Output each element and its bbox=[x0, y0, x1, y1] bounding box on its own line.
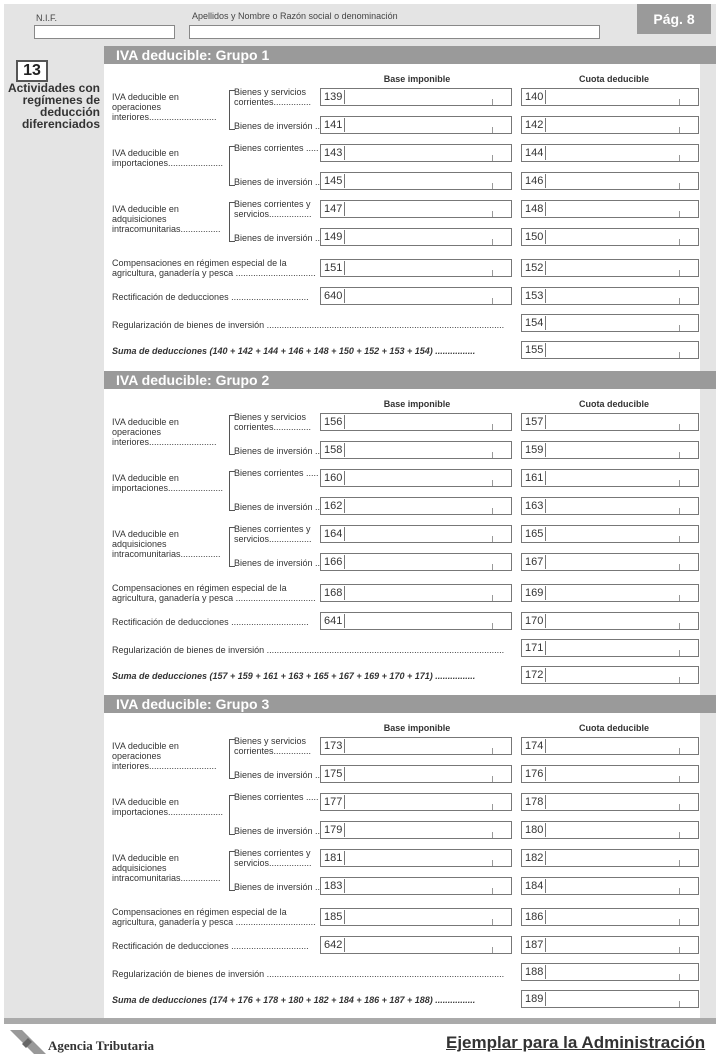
base-cell-tick bbox=[492, 832, 493, 838]
cuota-cell[interactable] bbox=[521, 341, 699, 359]
base-cell-tick bbox=[492, 424, 493, 430]
base-cell[interactable] bbox=[320, 793, 512, 811]
cuota-cell-tick bbox=[679, 183, 680, 189]
base-cell-tick bbox=[492, 211, 493, 217]
sub-label: Bienes de inversión .. bbox=[234, 233, 321, 243]
base-cell[interactable] bbox=[320, 849, 512, 867]
base-cell-number: 173 bbox=[322, 739, 345, 753]
cuota-cell-number: 154 bbox=[523, 316, 546, 330]
cuota-cell-number: 167 bbox=[523, 555, 546, 569]
row-label: IVA deducible en adquisiciones intracomunitarias................ bbox=[112, 529, 221, 559]
group-title: IVA deducible: Grupo 3 bbox=[104, 695, 716, 713]
base-cell[interactable] bbox=[320, 287, 512, 305]
column-base-header: Base imponible bbox=[383, 723, 451, 733]
cuota-cell-tick bbox=[679, 325, 680, 331]
nif-label: N.I.F. bbox=[36, 13, 58, 23]
base-cell[interactable] bbox=[320, 821, 512, 839]
base-cell[interactable] bbox=[320, 469, 512, 487]
sub-label: Bienes y servicios corrientes............... bbox=[234, 736, 312, 756]
row-label: IVA deducible en importaciones...................... bbox=[112, 797, 224, 817]
base-cell[interactable] bbox=[320, 144, 512, 162]
row-label: Rectificación de deducciones ............................... bbox=[112, 292, 309, 302]
cuota-cell[interactable] bbox=[521, 793, 699, 811]
base-cell[interactable] bbox=[320, 612, 512, 630]
base-cell[interactable] bbox=[320, 737, 512, 755]
row-label: IVA deducible en operaciones interiores........................... bbox=[112, 92, 217, 122]
cuota-cell-number: 180 bbox=[523, 823, 546, 837]
copy-label: Ejemplar para la Administración bbox=[446, 1033, 706, 1052]
sub-label: Bienes de inversión .. bbox=[234, 770, 321, 780]
sub-label: Bienes corrientes ..... bbox=[234, 143, 319, 153]
base-cell[interactable] bbox=[320, 413, 512, 431]
row-label: Regularización de bienes de inversión ............................................................................................... bbox=[112, 969, 505, 979]
cuota-cell-tick bbox=[679, 155, 680, 161]
base-cell[interactable] bbox=[320, 259, 512, 277]
column-base-header: Base imponible bbox=[383, 74, 451, 84]
row-label: Compensaciones en régimen especial de la agricultura, ganadería y pesca ................................ bbox=[112, 583, 316, 603]
cuota-cell-tick bbox=[679, 947, 680, 953]
cuota-cell-tick bbox=[679, 1001, 680, 1007]
cuota-cell[interactable] bbox=[521, 287, 699, 305]
base-cell-tick bbox=[492, 480, 493, 486]
base-cell[interactable] bbox=[320, 88, 512, 106]
cuota-cell[interactable] bbox=[521, 765, 699, 783]
cuota-cell-tick bbox=[679, 776, 680, 782]
row-label: IVA deducible en adquisiciones intracomunitarias................ bbox=[112, 853, 221, 883]
section-column bbox=[4, 46, 104, 1022]
base-cell-tick bbox=[492, 804, 493, 810]
base-cell[interactable] bbox=[320, 525, 512, 543]
cuota-cell[interactable] bbox=[521, 413, 699, 431]
base-cell-tick bbox=[492, 270, 493, 276]
cuota-cell-tick bbox=[679, 860, 680, 866]
cuota-cell-tick bbox=[679, 239, 680, 245]
section-number: 13 bbox=[16, 60, 48, 82]
agency-name: Agencia Tributaria bbox=[48, 1038, 155, 1053]
sum-label: Suma de deducciones (140 + 142 + 144 + 146 + 148 + 150 + 152 + 153 + 154) ................ bbox=[112, 346, 476, 356]
base-cell[interactable] bbox=[320, 116, 512, 134]
base-cell-number: 168 bbox=[322, 586, 345, 600]
base-cell-number: 164 bbox=[322, 527, 345, 541]
group-title: IVA deducible: Grupo 2 bbox=[104, 371, 716, 389]
cuota-cell-number: 144 bbox=[523, 146, 546, 160]
base-cell[interactable] bbox=[320, 765, 512, 783]
base-cell[interactable] bbox=[320, 936, 512, 954]
base-cell-number: 143 bbox=[322, 146, 345, 160]
row-label: IVA deducible en operaciones interiores........................... bbox=[112, 741, 217, 771]
cuota-cell-number: 186 bbox=[523, 910, 546, 924]
header-band bbox=[4, 4, 716, 46]
row-label: Regularización de bienes de inversión ............................................................................................... bbox=[112, 320, 505, 330]
base-cell-number: 642 bbox=[322, 938, 345, 952]
cuota-cell[interactable] bbox=[521, 469, 699, 487]
base-cell-tick bbox=[492, 127, 493, 133]
cuota-cell-tick bbox=[679, 919, 680, 925]
cuota-cell-number: 161 bbox=[523, 471, 546, 485]
cuota-cell[interactable] bbox=[521, 525, 699, 543]
base-cell-number: 166 bbox=[322, 555, 345, 569]
cuota-cell-number: 140 bbox=[523, 90, 546, 104]
base-cell-number: 149 bbox=[322, 230, 345, 244]
cuota-cell-tick bbox=[679, 536, 680, 542]
cuota-cell-tick bbox=[679, 804, 680, 810]
cuota-cell-tick bbox=[679, 99, 680, 105]
base-cell-number: 641 bbox=[322, 614, 345, 628]
column-base-header: Base imponible bbox=[383, 399, 451, 409]
cuota-cell-number: 178 bbox=[523, 795, 546, 809]
row-label: Compensaciones en régimen especial de la agricultura, ganadería y pesca ................................ bbox=[112, 258, 316, 278]
cuota-cell-number: 174 bbox=[523, 739, 546, 753]
base-cell-number: 640 bbox=[322, 289, 345, 303]
sub-label: Bienes corrientes y servicios................. bbox=[234, 848, 312, 868]
cuota-cell[interactable] bbox=[521, 849, 699, 867]
row-label: IVA deducible en adquisiciones intracomunitarias................ bbox=[112, 204, 221, 234]
cuota-cell[interactable] bbox=[521, 584, 699, 602]
agency-logo-icon bbox=[8, 1026, 48, 1056]
base-cell-number: 156 bbox=[322, 415, 345, 429]
base-cell-tick bbox=[492, 947, 493, 953]
base-cell-tick bbox=[492, 508, 493, 514]
row-label: Rectificación de deducciones ............................... bbox=[112, 941, 309, 951]
base-cell-number: 179 bbox=[322, 823, 345, 837]
group-1 bbox=[104, 46, 716, 376]
sub-label: Bienes y servicios corrientes............... bbox=[234, 412, 312, 432]
cuota-cell-number: 155 bbox=[523, 343, 546, 357]
row-label: Regularización de bienes de inversión ............................................................................................... bbox=[112, 645, 505, 655]
cuota-cell-number: 153 bbox=[523, 289, 546, 303]
base-cell-tick bbox=[492, 748, 493, 754]
cuota-cell-tick bbox=[679, 623, 680, 629]
cuota-cell-tick bbox=[679, 298, 680, 304]
section-title: Actividades con regímenes de deducción diferenciados bbox=[7, 81, 100, 131]
cuota-cell-number: 157 bbox=[523, 415, 546, 429]
cuota-cell-number: 165 bbox=[523, 527, 546, 541]
sum-label: Suma de deducciones (174 + 176 + 178 + 180 + 182 + 184 + 186 + 187 + 188) ................ bbox=[112, 995, 476, 1005]
base-cell-tick bbox=[492, 155, 493, 161]
base-cell-tick bbox=[492, 623, 493, 629]
cuota-cell-tick bbox=[679, 888, 680, 894]
cuota-cell[interactable] bbox=[521, 908, 699, 926]
cuota-cell-number: 187 bbox=[523, 938, 546, 952]
cuota-cell[interactable] bbox=[521, 314, 699, 332]
cuota-cell-number: 188 bbox=[523, 965, 546, 979]
cuota-cell-tick bbox=[679, 595, 680, 601]
cuota-cell-tick bbox=[679, 650, 680, 656]
cuota-cell-tick bbox=[679, 508, 680, 514]
sub-label: Bienes corrientes ..... bbox=[234, 468, 319, 478]
cuota-cell-number: 163 bbox=[523, 499, 546, 513]
cuota-cell[interactable] bbox=[521, 116, 699, 134]
base-cell-tick bbox=[492, 452, 493, 458]
cuota-cell-tick bbox=[679, 270, 680, 276]
sub-label: Bienes corrientes y servicios................. bbox=[234, 524, 312, 544]
sub-label: Bienes de inversión .. bbox=[234, 177, 321, 187]
column-cuota-header: Cuota deducible bbox=[578, 723, 649, 733]
base-cell-tick bbox=[492, 888, 493, 894]
base-cell[interactable] bbox=[320, 172, 512, 190]
cuota-cell[interactable] bbox=[521, 737, 699, 755]
name-label: Apellidos y Nombre o Razón social o denominación bbox=[192, 11, 398, 21]
sub-label: Bienes de inversión .. bbox=[234, 882, 321, 892]
sum-label: Suma de deducciones (157 + 159 + 161 + 163 + 165 + 167 + 169 + 170 + 171) ................ bbox=[112, 671, 476, 681]
base-cell[interactable] bbox=[320, 200, 512, 218]
cuota-cell[interactable] bbox=[521, 639, 699, 657]
cuota-cell[interactable] bbox=[521, 259, 699, 277]
cuota-cell-number: 142 bbox=[523, 118, 546, 132]
cuota-cell-number: 189 bbox=[523, 992, 546, 1006]
cuota-cell-number: 170 bbox=[523, 614, 546, 628]
cuota-cell[interactable] bbox=[521, 990, 699, 1008]
row-label: Rectificación de deducciones ............................... bbox=[112, 617, 309, 627]
base-cell-tick bbox=[492, 919, 493, 925]
cuota-cell[interactable] bbox=[521, 172, 699, 190]
group-3 bbox=[104, 695, 716, 1025]
column-cuota-header: Cuota deducible bbox=[578, 399, 649, 409]
base-cell-tick bbox=[492, 564, 493, 570]
column-cuota-header: Cuota deducible bbox=[578, 74, 649, 84]
base-cell[interactable] bbox=[320, 441, 512, 459]
base-cell-tick bbox=[492, 99, 493, 105]
base-cell-tick bbox=[492, 776, 493, 782]
cuota-cell[interactable] bbox=[521, 936, 699, 954]
base-cell-number: 151 bbox=[322, 261, 345, 275]
cuota-cell-tick bbox=[679, 480, 680, 486]
cuota-cell[interactable] bbox=[521, 200, 699, 218]
cuota-cell-number: 176 bbox=[523, 767, 546, 781]
base-cell-tick bbox=[492, 860, 493, 866]
cuota-cell-tick bbox=[679, 677, 680, 683]
cuota-cell-number: 169 bbox=[523, 586, 546, 600]
base-cell-number: 175 bbox=[322, 767, 345, 781]
cuota-cell[interactable] bbox=[521, 441, 699, 459]
sub-label: Bienes de inversión .. bbox=[234, 446, 321, 456]
base-cell[interactable] bbox=[320, 228, 512, 246]
sub-label: Bienes de inversión .. bbox=[234, 121, 321, 131]
cuota-cell[interactable] bbox=[521, 963, 699, 981]
page-number: Pág. 8 bbox=[637, 4, 711, 34]
row-label: IVA deducible en importaciones...................... bbox=[112, 148, 224, 168]
cuota-cell[interactable] bbox=[521, 228, 699, 246]
cuota-cell[interactable] bbox=[521, 666, 699, 684]
cuota-cell-number: 182 bbox=[523, 851, 546, 865]
cuota-cell-number: 148 bbox=[523, 202, 546, 216]
sub-label: Bienes corrientes ..... bbox=[234, 792, 319, 802]
name-field[interactable] bbox=[189, 25, 600, 39]
cuota-cell-tick bbox=[679, 127, 680, 133]
base-cell-number: 177 bbox=[322, 795, 345, 809]
base-cell-tick bbox=[492, 536, 493, 542]
nif-field[interactable] bbox=[34, 25, 175, 39]
cuota-cell-number: 171 bbox=[523, 641, 546, 655]
base-cell-number: 183 bbox=[322, 879, 345, 893]
cuota-cell-tick bbox=[679, 748, 680, 754]
base-cell[interactable] bbox=[320, 553, 512, 571]
cuota-cell-number: 172 bbox=[523, 668, 546, 682]
base-cell-tick bbox=[492, 183, 493, 189]
sub-label: Bienes de inversión .. bbox=[234, 502, 321, 512]
base-cell-number: 185 bbox=[322, 910, 345, 924]
sub-label: Bienes de inversión .. bbox=[234, 826, 321, 836]
cuota-cell-number: 150 bbox=[523, 230, 546, 244]
base-cell[interactable] bbox=[320, 908, 512, 926]
bottom-rule bbox=[4, 1018, 716, 1024]
base-cell[interactable] bbox=[320, 877, 512, 895]
base-cell-tick bbox=[492, 595, 493, 601]
row-label: IVA deducible en operaciones interiores........................... bbox=[112, 417, 217, 447]
row-label: IVA deducible en importaciones...................... bbox=[112, 473, 224, 493]
sub-label: Bienes y servicios corrientes............... bbox=[234, 87, 312, 107]
cuota-cell[interactable] bbox=[521, 497, 699, 515]
base-cell-number: 158 bbox=[322, 443, 345, 457]
cuota-cell-tick bbox=[679, 352, 680, 358]
cuota-cell-number: 146 bbox=[523, 174, 546, 188]
base-cell-number: 162 bbox=[322, 499, 345, 513]
sub-label: Bienes corrientes y servicios................. bbox=[234, 199, 312, 219]
cuota-cell-number: 184 bbox=[523, 879, 546, 893]
base-cell-tick bbox=[492, 239, 493, 245]
base-cell[interactable] bbox=[320, 497, 512, 515]
cuota-cell-tick bbox=[679, 564, 680, 570]
sub-label: Bienes de inversión .. bbox=[234, 558, 321, 568]
base-cell-number: 181 bbox=[322, 851, 345, 865]
base-cell-number: 160 bbox=[322, 471, 345, 485]
base-cell-tick bbox=[492, 298, 493, 304]
base-cell-number: 147 bbox=[322, 202, 345, 216]
row-label: Compensaciones en régimen especial de la agricultura, ganadería y pesca ................................ bbox=[112, 907, 316, 927]
cuota-cell[interactable] bbox=[521, 821, 699, 839]
cuota-cell-number: 159 bbox=[523, 443, 546, 457]
cuota-cell-tick bbox=[679, 211, 680, 217]
cuota-cell-tick bbox=[679, 832, 680, 838]
cuota-cell-number: 152 bbox=[523, 261, 546, 275]
cuota-cell[interactable] bbox=[521, 877, 699, 895]
cuota-cell-tick bbox=[679, 974, 680, 980]
cuota-cell[interactable] bbox=[521, 88, 699, 106]
cuota-cell[interactable] bbox=[521, 553, 699, 571]
base-cell-number: 139 bbox=[322, 90, 345, 104]
group-title: IVA deducible: Grupo 1 bbox=[104, 46, 716, 64]
cuota-cell[interactable] bbox=[521, 144, 699, 162]
base-cell-number: 141 bbox=[322, 118, 345, 132]
group-2 bbox=[104, 371, 716, 701]
cuota-cell-tick bbox=[679, 424, 680, 430]
cuota-cell[interactable] bbox=[521, 612, 699, 630]
base-cell[interactable] bbox=[320, 584, 512, 602]
base-cell-number: 145 bbox=[322, 174, 345, 188]
cuota-cell-tick bbox=[679, 452, 680, 458]
